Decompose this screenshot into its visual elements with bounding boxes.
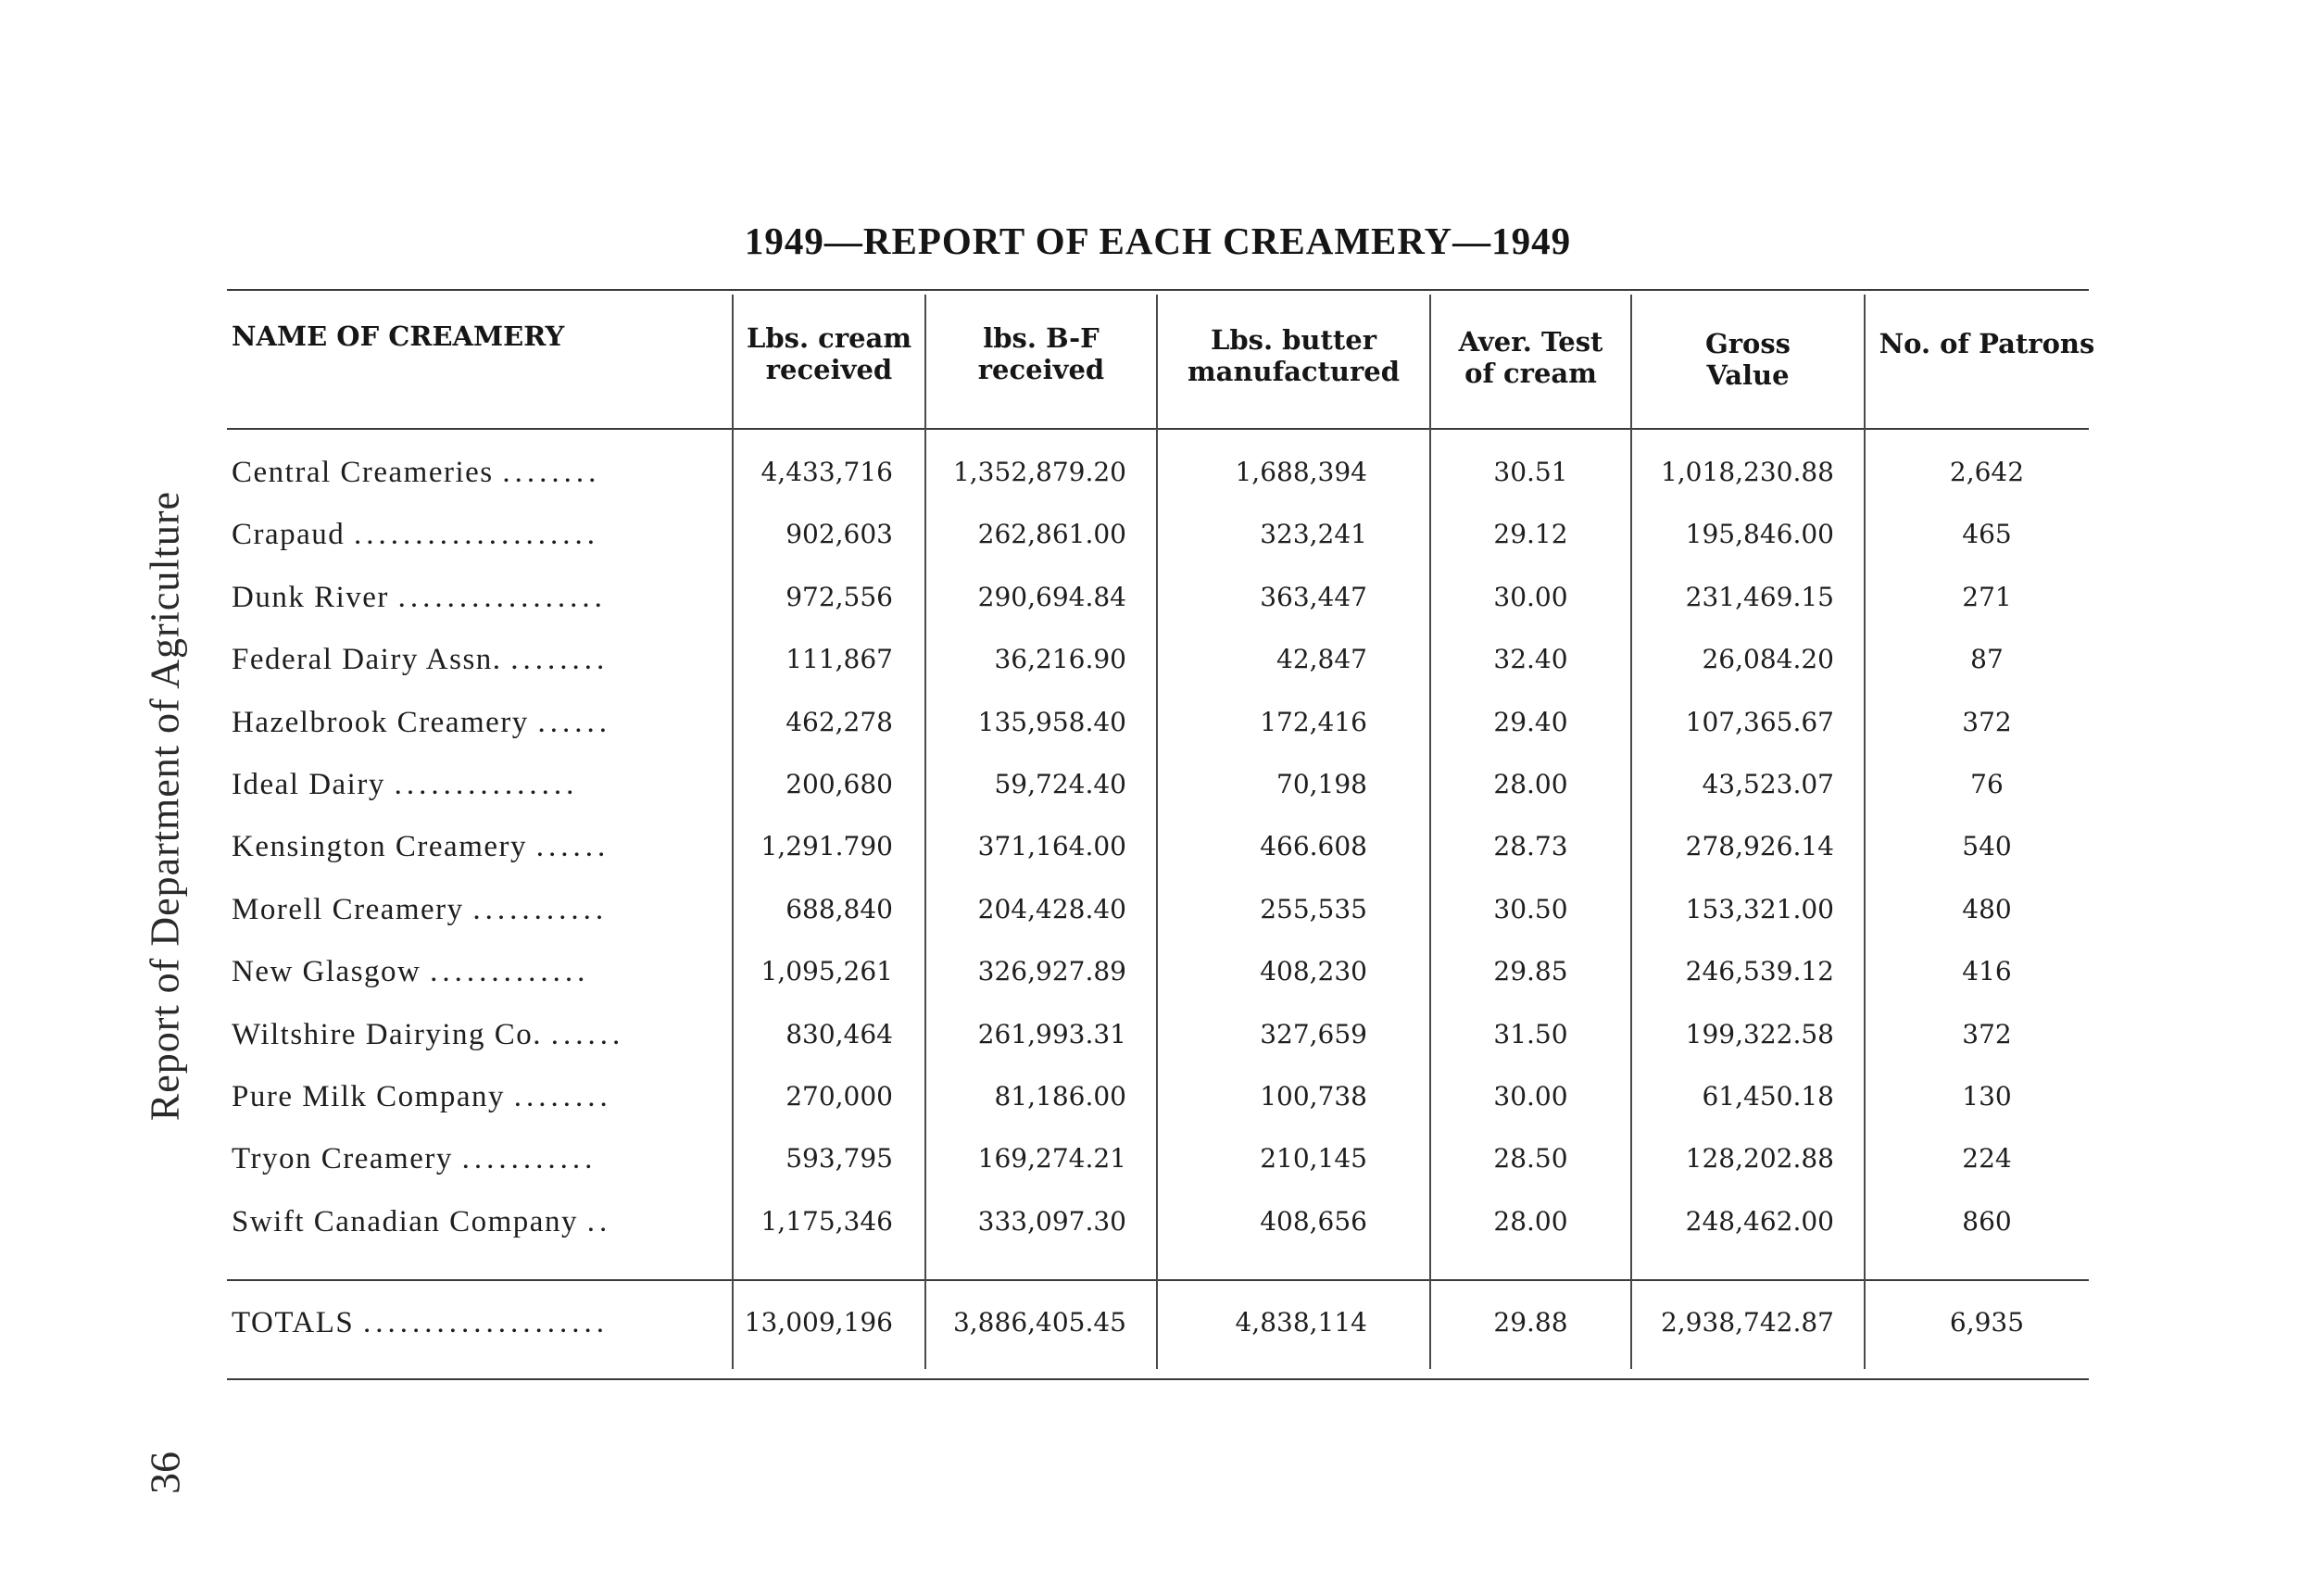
- dot-leader: ......: [537, 706, 612, 739]
- header-label-line1: Gross: [1704, 328, 1791, 359]
- header-label: NAME OF CREAMERY: [232, 320, 565, 352]
- test-cell: 32.40: [1493, 644, 1568, 674]
- patrons-cell: 76: [1970, 769, 2004, 799]
- cream-cell: 270,000: [786, 1081, 893, 1112]
- dot-leader: .............: [430, 955, 590, 988]
- creamery-name: Kensington Creamery: [232, 830, 528, 863]
- table-row: [0, 1203, 2300, 1240]
- test-cell: 30.00: [1493, 582, 1568, 612]
- creamery-name: Federal Dairy Assn.: [232, 643, 502, 676]
- butter-cell: 408,656: [1260, 1206, 1367, 1237]
- test-cell: 30.51: [1493, 457, 1568, 487]
- cream-cell: 111,867: [786, 644, 893, 674]
- header-label-line1: lbs. B-F: [983, 322, 1100, 354]
- row-name-cell: [232, 454, 713, 491]
- header-lbs-cream-received: [734, 322, 924, 385]
- patrons-cell: 860: [1962, 1206, 2012, 1237]
- dot-leader: ...........: [472, 893, 609, 926]
- bf-cell: 261,993.31: [977, 1019, 1126, 1049]
- header-lbs-butter-manufactured: [1158, 324, 1429, 387]
- test-cell: 29.88: [1493, 1307, 1568, 1338]
- cream-cell: 462,278: [786, 707, 893, 737]
- butter-cell: 408,230: [1260, 956, 1367, 987]
- dot-leader: ......: [535, 830, 610, 863]
- page-title: 1949—REPORT OF EACH CREAMERY—1949: [744, 220, 1572, 262]
- row-name-cell: [232, 1203, 713, 1240]
- bf-cell: 290,694.84: [977, 582, 1126, 612]
- butter-cell: 4,838,114: [1235, 1307, 1367, 1338]
- cream-cell: 13,009,196: [744, 1307, 893, 1338]
- row-name-cell: [232, 891, 713, 928]
- row-name-cell: [232, 516, 713, 553]
- row-name-cell: [232, 1140, 713, 1177]
- creamery-name: Tryon Creamery: [232, 1142, 453, 1175]
- table-bottom-rule: [227, 1378, 2089, 1380]
- creamery-name: Central Creameries: [232, 456, 494, 489]
- creamery-name: Morell Creamery: [232, 893, 464, 926]
- patrons-cell: 465: [1962, 519, 2012, 549]
- creamery-name: Wiltshire Dairying Co.: [232, 1018, 543, 1051]
- header-aver-test-of-cream: [1431, 326, 1630, 389]
- row-name-cell: [232, 766, 713, 803]
- gross-cell: 43,523.07: [1702, 769, 1834, 799]
- patrons-cell: 6,935: [1949, 1307, 2025, 1338]
- cream-cell: 1,175,346: [760, 1206, 893, 1237]
- header-label-line1: Lbs. cream: [746, 322, 912, 354]
- creamery-name: TOTALS: [232, 1306, 355, 1339]
- row-name-cell: [232, 828, 713, 865]
- gross-cell: 1,018,230.88: [1660, 457, 1834, 487]
- cream-cell: 1,291.790: [760, 831, 893, 861]
- test-cell: 29.12: [1493, 519, 1568, 549]
- table-row: [0, 1140, 2300, 1177]
- creamery-name: Ideal Dairy: [232, 768, 385, 801]
- header-name-of-creamery: [232, 320, 713, 352]
- header-label-line2: received: [977, 354, 1105, 385]
- butter-cell: 363,447: [1260, 582, 1367, 612]
- header-label-line2: Value: [1706, 359, 1790, 391]
- patrons-cell: 271: [1962, 582, 2012, 612]
- dot-leader: ........: [513, 1080, 612, 1113]
- gross-cell: 246,539.12: [1685, 956, 1834, 987]
- patrons-cell: 416: [1962, 956, 2012, 987]
- creamery-name: Hazelbrook Creamery: [232, 706, 529, 739]
- cream-cell: 830,464: [786, 1019, 893, 1049]
- table-row: [0, 828, 2300, 865]
- cream-cell: 1,095,261: [760, 956, 893, 987]
- table-row: [0, 454, 2300, 491]
- dot-leader: ........: [510, 643, 610, 676]
- gross-cell: 248,462.00: [1685, 1206, 1834, 1237]
- dot-leader: ....................: [363, 1306, 610, 1339]
- table-row: [0, 891, 2300, 928]
- cream-cell: 902,603: [786, 519, 893, 549]
- table-row: [0, 766, 2300, 803]
- test-cell: 29.40: [1493, 707, 1568, 737]
- page-number: 36: [141, 1451, 189, 1494]
- bf-cell: 135,958.40: [977, 707, 1126, 737]
- table-row: [0, 516, 2300, 553]
- butter-cell: 172,416: [1260, 707, 1367, 737]
- gross-cell: 231,469.15: [1685, 582, 1834, 612]
- gross-cell: 199,322.58: [1685, 1019, 1834, 1049]
- table-row: [0, 953, 2300, 990]
- bf-cell: 333,097.30: [977, 1206, 1126, 1237]
- header-gross-value: [1632, 328, 1864, 391]
- test-cell: 28.00: [1493, 1206, 1568, 1237]
- butter-cell: 255,535: [1260, 894, 1367, 924]
- table-top-rule: [227, 289, 2089, 291]
- dot-leader: ...............: [394, 768, 579, 801]
- dot-leader: ...........: [461, 1142, 597, 1175]
- patrons-cell: 372: [1962, 1019, 2012, 1049]
- dot-leader: .................: [397, 581, 607, 614]
- header-bottom-rule: [227, 428, 2089, 430]
- test-cell: 28.00: [1493, 769, 1568, 799]
- row-name-cell: [232, 579, 713, 616]
- creamery-name: Dunk River: [232, 581, 389, 614]
- dot-leader: ........: [502, 456, 601, 489]
- cream-cell: 593,795: [786, 1143, 893, 1174]
- patrons-cell: 540: [1962, 831, 2012, 861]
- cream-cell: 688,840: [786, 894, 893, 924]
- butter-cell: 70,198: [1276, 769, 1367, 799]
- bf-cell: 81,186.00: [994, 1081, 1126, 1112]
- header-label: No. of Patrons: [1879, 328, 2095, 359]
- bf-cell: 262,861.00: [977, 519, 1126, 549]
- cream-cell: 4,433,716: [760, 457, 893, 487]
- butter-cell: 466.608: [1260, 831, 1367, 861]
- table-row: [0, 704, 2300, 741]
- test-cell: 31.50: [1493, 1019, 1568, 1049]
- butter-cell: 327,659: [1260, 1019, 1367, 1049]
- row-name-cell: [232, 953, 713, 990]
- row-name-cell: [232, 1304, 713, 1341]
- patrons-cell: 480: [1962, 894, 2012, 924]
- cream-cell: 972,556: [786, 582, 893, 612]
- patrons-cell: 2,642: [1949, 457, 2025, 487]
- gross-cell: 195,846.00: [1685, 519, 1834, 549]
- patrons-cell: 224: [1962, 1143, 2012, 1174]
- bf-cell: 371,164.00: [977, 831, 1126, 861]
- header-lbs-bf-received: [926, 322, 1156, 385]
- header-label-line1: Aver. Test: [1458, 326, 1603, 358]
- butter-cell: 210,145: [1260, 1143, 1367, 1174]
- table-totals-row: [0, 1304, 2300, 1341]
- gross-cell: 2,938,742.87: [1660, 1307, 1834, 1338]
- dot-leader: ......: [550, 1018, 625, 1051]
- running-head: Report of Department of Agriculture: [142, 490, 188, 1122]
- header-label-line1: Lbs. butter: [1210, 324, 1377, 356]
- bf-cell: 169,274.21: [977, 1143, 1126, 1174]
- bf-cell: 36,216.90: [994, 644, 1126, 674]
- creamery-name: Pure Milk Company: [232, 1080, 505, 1113]
- test-cell: 30.00: [1493, 1081, 1568, 1112]
- row-name-cell: [232, 641, 713, 678]
- bf-cell: 204,428.40: [977, 894, 1126, 924]
- bf-cell: 326,927.89: [977, 956, 1126, 987]
- test-cell: 28.73: [1493, 831, 1568, 861]
- creamery-name: New Glasgow: [232, 955, 421, 988]
- dot-leader: ....................: [354, 518, 600, 551]
- butter-cell: 1,688,394: [1235, 457, 1367, 487]
- bf-cell: 3,886,405.45: [952, 1307, 1126, 1338]
- totals-top-rule: [227, 1279, 2089, 1281]
- dot-leader: ..: [586, 1205, 612, 1238]
- bf-cell: 1,352,879.20: [952, 457, 1126, 487]
- butter-cell: 323,241: [1260, 519, 1367, 549]
- header-label-line2: manufactured: [1187, 356, 1401, 387]
- gross-cell: 26,084.20: [1702, 644, 1834, 674]
- gross-cell: 107,365.67: [1685, 707, 1834, 737]
- test-cell: 29.85: [1493, 956, 1568, 987]
- patrons-cell: 130: [1962, 1081, 2012, 1112]
- bf-cell: 59,724.40: [994, 769, 1126, 799]
- butter-cell: 100,738: [1260, 1081, 1367, 1112]
- table-row: [0, 579, 2300, 616]
- table-row: [0, 1078, 2300, 1115]
- header-no-of-patrons: [1866, 328, 2108, 359]
- row-name-cell: [232, 1016, 713, 1053]
- row-name-cell: [232, 704, 713, 741]
- gross-cell: 278,926.14: [1685, 831, 1834, 861]
- header-label-line2: received: [765, 354, 893, 385]
- creamery-name: Crapaud: [232, 518, 346, 551]
- gross-cell: 153,321.00: [1685, 894, 1834, 924]
- gross-cell: 128,202.88: [1685, 1143, 1834, 1174]
- table-row: [0, 641, 2300, 678]
- gross-cell: 61,450.18: [1702, 1081, 1834, 1112]
- creamery-name: Swift Canadian Company: [232, 1205, 578, 1238]
- test-cell: 28.50: [1493, 1143, 1568, 1174]
- butter-cell: 42,847: [1276, 644, 1367, 674]
- test-cell: 30.50: [1493, 894, 1568, 924]
- table-row: [0, 1016, 2300, 1053]
- patrons-cell: 372: [1962, 707, 2012, 737]
- row-name-cell: [232, 1078, 713, 1115]
- cream-cell: 200,680: [786, 769, 893, 799]
- patrons-cell: 87: [1970, 644, 2004, 674]
- header-label-line2: of cream: [1464, 358, 1597, 389]
